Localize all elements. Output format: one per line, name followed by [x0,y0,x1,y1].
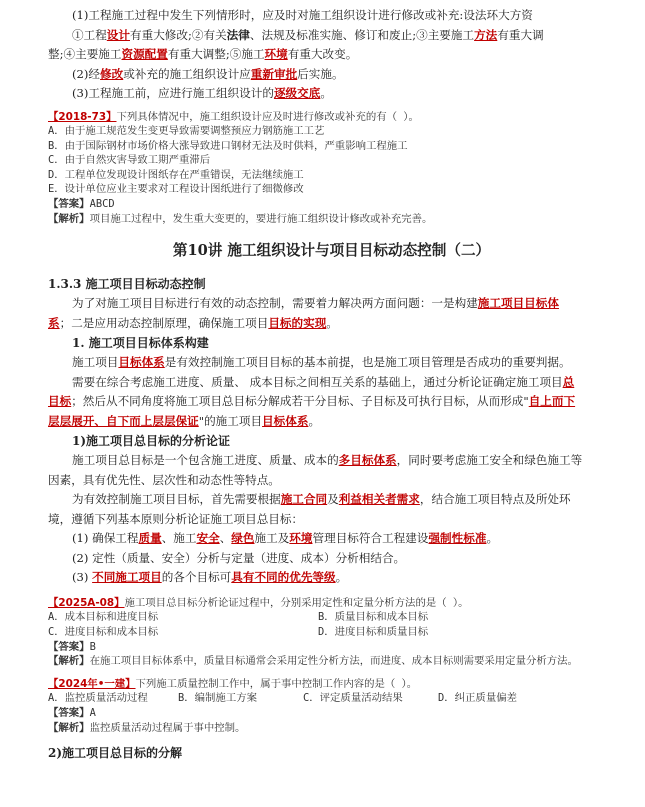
para-multi-target: 施工项目总目标是一个包含施工进度、质量、成本的多目标体系，同时要考虑施工安全和绿色施工等 [72,453,583,468]
principle-1: (1) 确保工程质量、施工安全、绿色施工及环境管理目标符合工程建设强制性标准。 [72,531,499,546]
option-d: D．进度目标和质量目标 [318,625,429,638]
option-b: B．编制施工方案 [178,692,257,705]
answer-line: 【答案】B [48,640,96,653]
option-d: D．工程单位发现设计图纸存在严重错误，无法继续施工 [48,168,304,181]
question-stem: 下列具体情况中，施工组织设计应及时进行修改或补充的有（ ）。 [116,110,419,123]
para-target-decomposition-2: 目标；然后从不同角度将施工项目总目标分解成若干分目标、子目标及可执行目标，从而形成"自上而下 [48,394,576,409]
answer-line: 【答案】A [48,706,96,719]
option-c: C．进度目标和成本目标 [48,625,159,638]
analysis-line: 【解析】在施工项目目标体系中，质量目标通常会采用定性分析方法，而进度、成本目标则需要采用定量分析方法。 [48,655,578,668]
question-tag: 【2025A-08】 [48,596,125,609]
para-principles-intro-cont: 境，遵循下列基本原则分析论证施工项目总目标： [48,511,304,526]
para-revision-triggers: (1)工程施工过程中发生下列情形时，应及时对施工组织设计进行修改或补充:设法环大方资 [72,8,533,22]
options-grid [48,610,615,639]
lecture-title: 第10讲 施工组织设计与项目目标动态控制（二） [172,242,491,260]
para-target-system: 施工项目目标体系是有效控制施工项目目标的基本前提，也是施工项目管理是否成功的重要判据。 [72,355,571,370]
para-principles-intro: 为有效控制施工项目目标，首先需要根据施工合同及利益相关者需求，结合施工项目特点及所处环 [72,492,571,507]
para-disclosure: (3)工程施工前，应进行施工组织设计的逐级交底。 [72,86,332,100]
question-tag: 【2024年•一建】 [48,677,136,690]
analysis-line: 【解析】项目施工过程中，发生重大变更的，要进行施工组织设计修改或补充完善。 [48,212,433,225]
option-c: C．评定质量活动结果 [303,692,403,705]
para-revision-items: ①工程设计有重大修改;②有关法律、法规及标准实施、修订和废止;③主要施工方法有重大调 [72,27,544,42]
para-target-decomposition: 需要在综合考虑施工进度、质量、 成本目标之间相互关系的基础上，通过分析论证确定施工项目总 [72,374,575,389]
analysis-line: 【解析】监控质量活动过程属于事中控制。 [48,721,246,734]
option-a: A．监控质量活动过程 [48,692,148,705]
subheading-target-decomposition: 2)施工项目总目标的分解 [48,746,183,761]
principle-2: (2) 定性（质量、安全）分析与定量（进度、成本）分析相结合。 [72,550,406,565]
question-2018-73 [48,110,615,227]
options-row [48,691,615,706]
principle-3: (3) 不同施工项目的各个目标可具有不同的优先等级。 [72,570,348,585]
option-a: A．由于施工规范发生变更导致需要调整预应力钢筋施工工艺 [48,125,325,138]
para-reapproval: (2)经修改或补充的施工组织设计应重新审批后实施。 [72,66,344,81]
subheading-target-system: 1. 施工项目目标体系构建 [72,336,209,351]
para-dynamic-control-cont: 系；二是应用动态控制原理，确保施工项目目标的实现。 [48,315,338,330]
para-revision-items-cont: 整;④主要施工资源配置有重大调整;⑤施工环境有重大改变。 [48,47,358,61]
question-stem: 施工项目总目标分析论证过程中，分别采用定性和定量分析方法的是（ ）。 [124,596,469,609]
section-heading: 1.3.3 施工项目目标动态控制 [48,277,206,292]
para-dynamic-control: 为了对施工项目目标进行有效的动态控制，需要着力解决两方面问题：一是构建施工项目目标体 [72,296,559,311]
option-e: E．设计单位应业主要求对工程设计图纸进行了细微修改 [48,183,304,196]
option-c: C．由于自然灾害导致工期严重滞后 [48,154,211,167]
option-b: B．质量目标和成本目标 [318,611,429,624]
question-tag: 【2018-73】 [48,110,117,123]
para-target-decomposition-3: 层层展开、自下而上层层保证"的施工项目目标体系。 [48,413,321,428]
para-multi-target-cont: 因素，具有优先性、层次性和动态性等特点。 [48,472,280,487]
answer-line: 【答案】ABCD [48,198,115,211]
question-2025a-08 [48,596,615,669]
option-a: A．成本目标和进度目标 [48,611,159,624]
subheading-overall-target: 1)施工项目总目标的分析论证 [72,434,231,449]
question-2024-yijian [48,677,615,735]
option-d: D．纠正质量偏差 [438,692,517,705]
question-stem: 下列施工质量控制工作中，属于事中控制工作内容的是（ ）。 [135,677,418,690]
option-b: B．由于国际钢材市场价格大涨导致进口钢材无法及时供料，严重影响工程施工 [48,139,408,152]
